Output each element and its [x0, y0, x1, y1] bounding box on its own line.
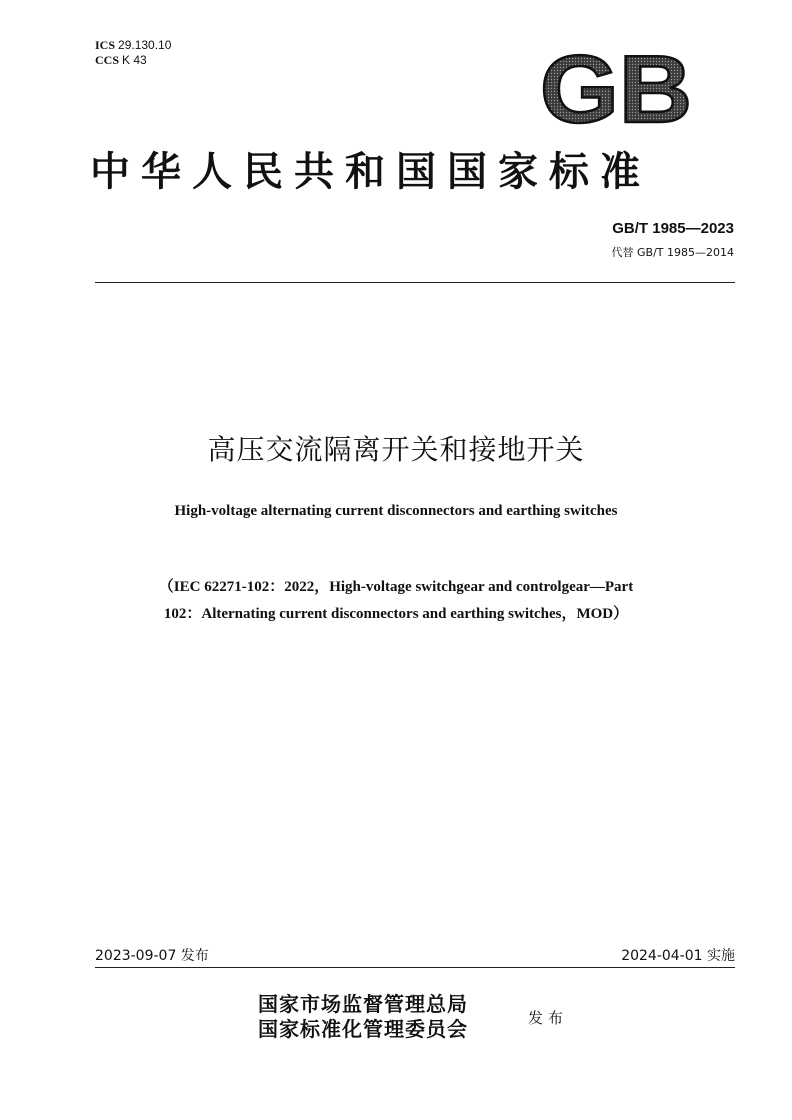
issuer-sac: 国家标准化管理委员会	[258, 1017, 468, 1041]
iec-equivalence-line-2: 102：Alternating current disconnectors and earthing switches，MOD）	[163, 606, 629, 622]
replaces-standard: 代替 GB/T 1985—2014	[611, 246, 734, 259]
ics-value: 29.130.10	[118, 38, 172, 52]
ccs-label: CCS	[95, 53, 120, 67]
standard-title-chinese: 高压交流隔离开关和接地开关	[207, 433, 585, 466]
implementation-date: 2024-04-01 实施	[621, 948, 735, 964]
top-divider	[95, 282, 735, 283]
issue-label: 发布	[528, 1009, 569, 1027]
publish-date: 2023-09-07 发布	[95, 948, 209, 964]
standard-title-english: High-voltage alternating current disconnectors and earthing switches	[174, 503, 618, 519]
ics-code	[95, 38, 171, 53]
standard-code: GB/T 1985—2023	[612, 220, 734, 237]
ccs-code	[95, 53, 171, 68]
iec-equivalence-line-1: （IEC 62271-102：2022，High-voltage switchgear and controlgear—Part	[158, 579, 634, 595]
gb-logo-text: GB	[540, 48, 692, 130]
gb-logo	[538, 48, 694, 130]
issuer-samr: 国家市场监督管理总局	[258, 992, 468, 1016]
classification-codes	[95, 38, 171, 68]
ccs-value: K 43	[122, 53, 147, 67]
bottom-divider	[95, 967, 735, 968]
country-standard-title: 中华人民共和国国家标准	[90, 148, 651, 195]
iec-equivalence	[0, 574, 792, 628]
issuing-authorities	[258, 992, 468, 1042]
ics-label: ICS	[95, 38, 116, 52]
